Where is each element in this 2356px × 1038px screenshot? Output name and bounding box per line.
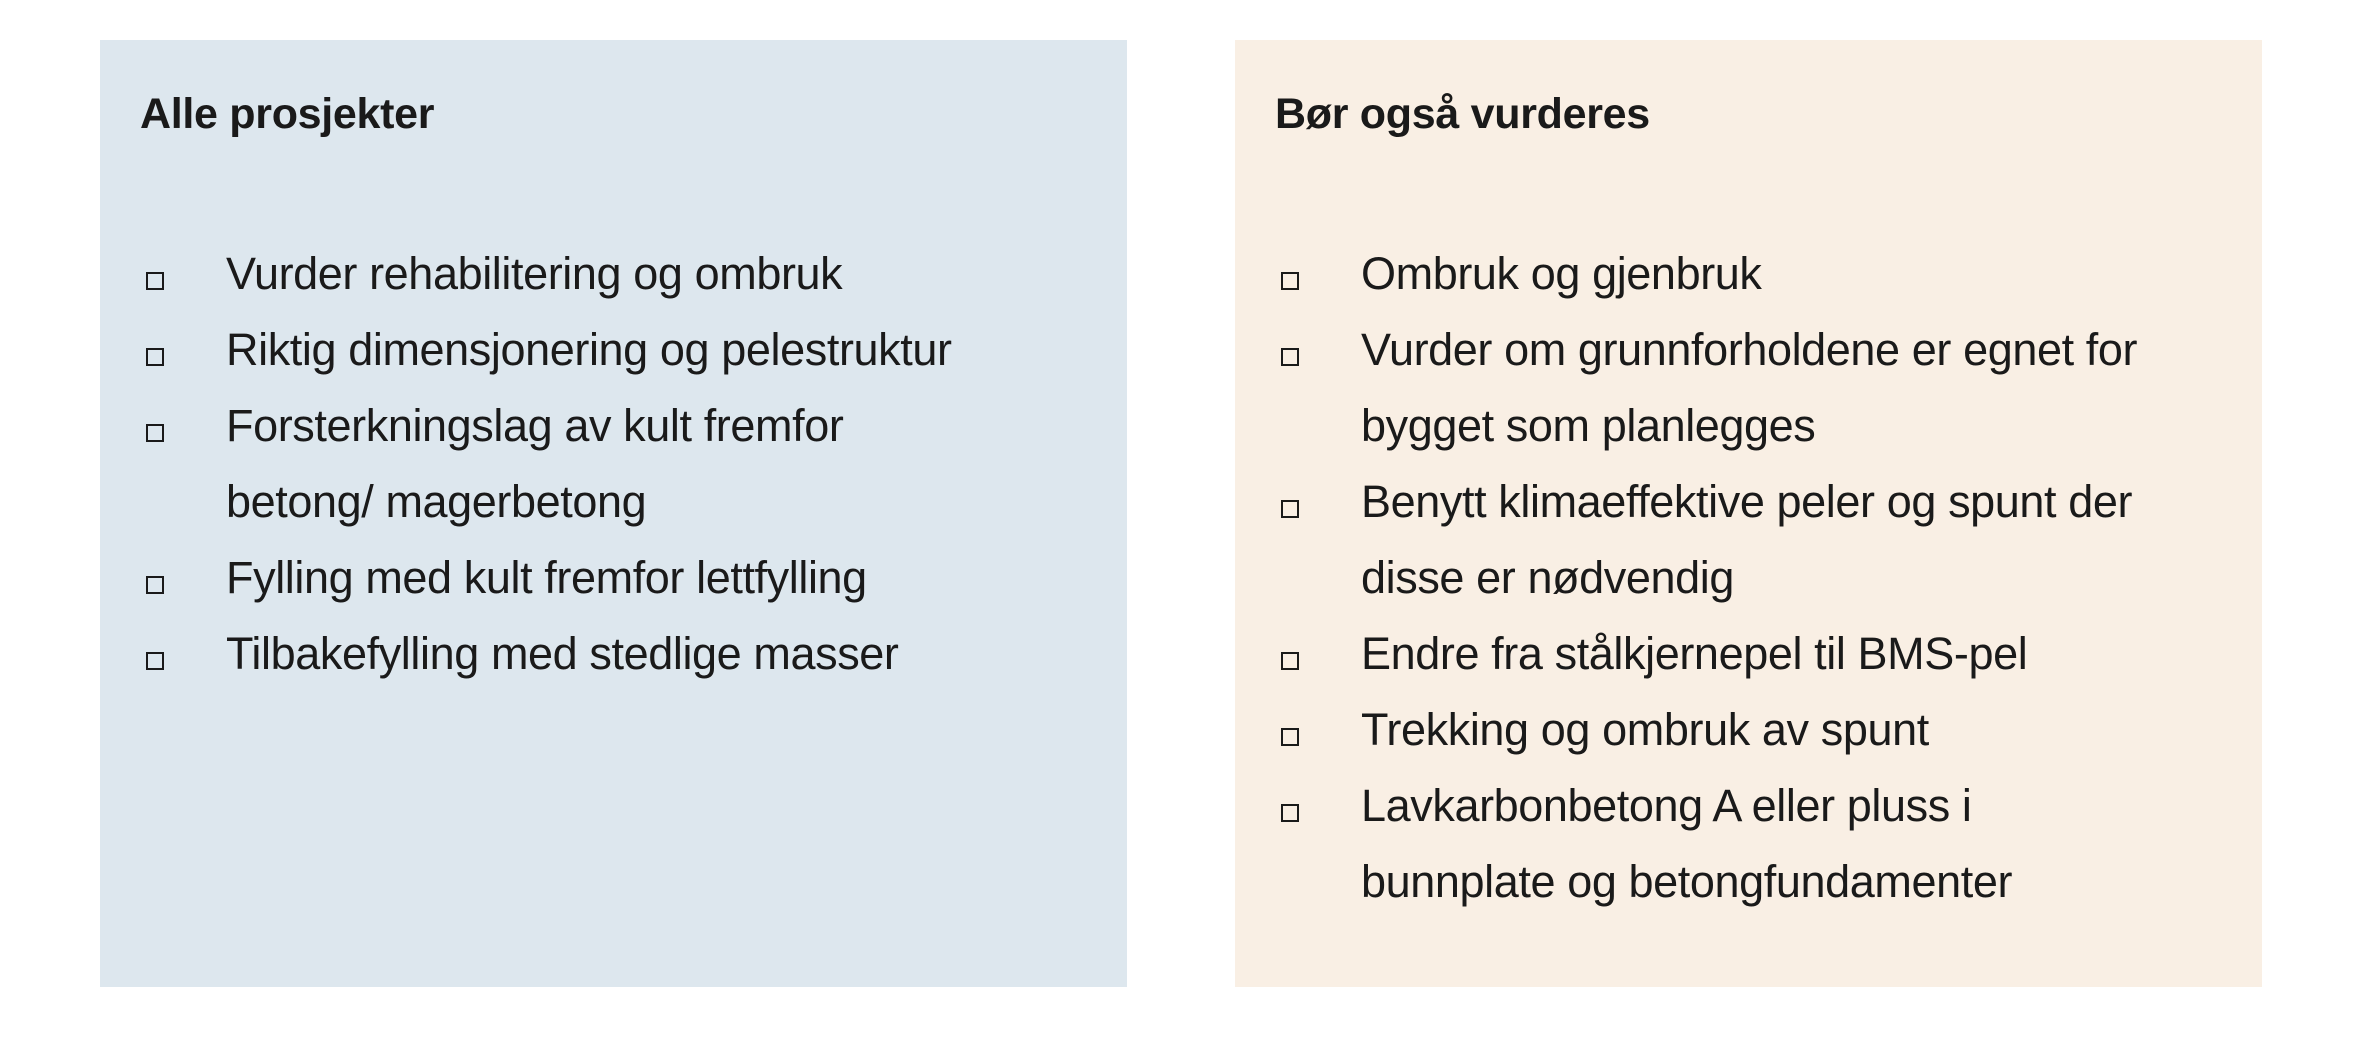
checkbox-icon: [146, 652, 164, 670]
checklist-item: [1275, 464, 2222, 616]
checkbox-icon: [146, 272, 164, 290]
checklist-item-text: Fylling med kult fremfor lettfylling: [226, 552, 867, 603]
checkbox-icon: [1281, 348, 1299, 366]
panel-title: Alle prosjekter: [140, 90, 435, 138]
checklist-item: [140, 388, 1087, 540]
checklist-item: [140, 312, 1087, 388]
checklist-item: [1275, 312, 2222, 464]
checklist-item: [140, 616, 1087, 692]
checkbox-icon: [1281, 652, 1299, 670]
checklist-item-text: Trekking og ombruk av spunt: [1361, 704, 1929, 755]
checklist-item: [140, 236, 1087, 312]
checklist-item-text: Vurder om grunnforholdene er egnet for bygget som planlegges: [1361, 324, 2138, 451]
checkbox-icon: [1281, 500, 1299, 518]
checkbox-icon: [1281, 804, 1299, 822]
checklist-item-text: Benytt klimaeffektive peler og spunt der disse er nødvendig: [1361, 476, 2133, 603]
checklist-item: [1275, 616, 2222, 692]
checklist-item-text: Riktig dimensjonering og pelestruktur: [226, 324, 952, 375]
panel-title: Bør også vurderes: [1275, 90, 1650, 138]
checklist-item: [1275, 236, 2222, 312]
checklist-item: [1275, 768, 2222, 920]
checklist-item-text: Forsterkningslag av kult fremfor betong/ magerbetong: [226, 400, 844, 527]
checklist-item-text: Endre fra stålkjernepel til BMS-pel: [1361, 628, 2028, 679]
checkbox-icon: [146, 576, 164, 594]
checkbox-icon: [1281, 272, 1299, 290]
checkbox-icon: [146, 424, 164, 442]
checklist-item-text: Vurder rehabilitering og ombruk: [226, 248, 843, 299]
checklist-item: [1275, 692, 2222, 768]
checkbox-icon: [1281, 728, 1299, 746]
checkbox-icon: [146, 348, 164, 366]
checklist-item: [140, 540, 1087, 616]
checklist-item-text: Ombruk og gjenbruk: [1361, 248, 1762, 299]
checklist: [1275, 236, 2222, 920]
panel-bor-ogsa-vurderes: [1235, 40, 2262, 987]
checklist-item-text: Lavkarbonbetong A eller pluss i bunnplate og betongfundamenter: [1361, 780, 2013, 907]
checklist: [140, 236, 1087, 692]
checklist-item-text: Tilbakefylling med stedlige masser: [226, 628, 899, 679]
panel-alle-prosjekter: [100, 40, 1127, 987]
